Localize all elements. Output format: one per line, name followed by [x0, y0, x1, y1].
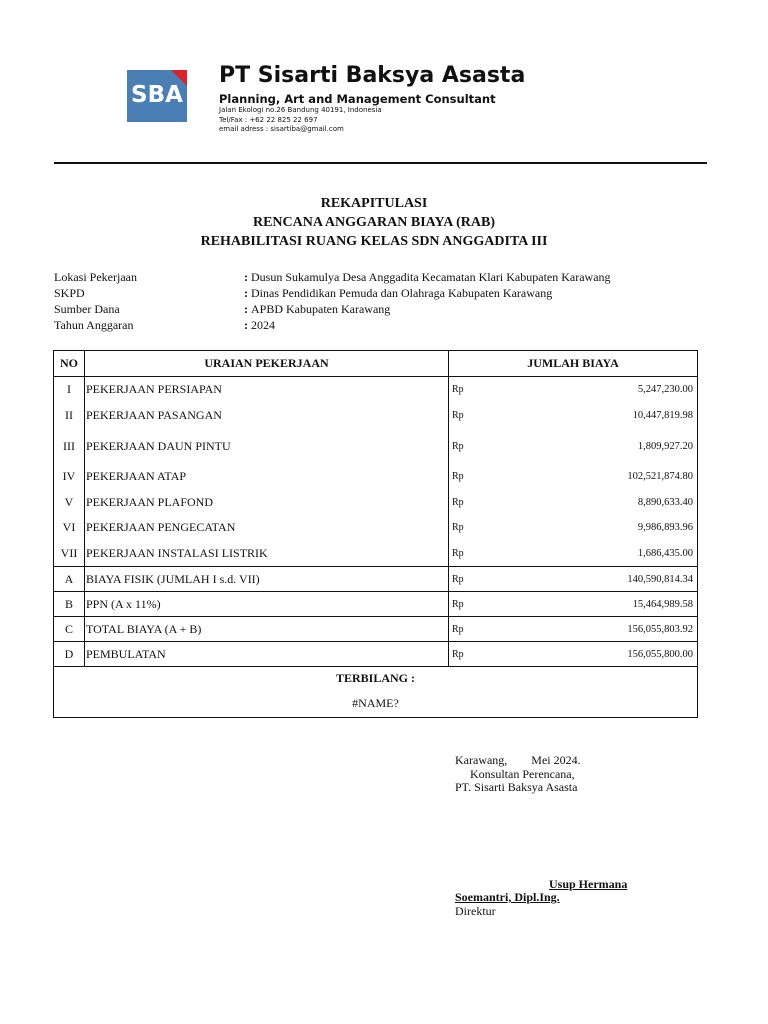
doc-title-1: REKAPITULASI [320, 196, 428, 211]
sign-company: PT. Sisarti Baksya Asasta [455, 780, 578, 794]
terbilang-label: TERBILANG : [335, 671, 415, 685]
doc-title-2: RENCANA ANGGARAN BIAYA (RAB) [252, 215, 496, 230]
row-currency: Rp [449, 567, 483, 592]
table-row [54, 541, 698, 567]
row-uraian: PEKERJAAN INSTALASI LISTRIK [85, 541, 449, 567]
terbilang-row [54, 667, 698, 718]
info-label-skpd: SKPD [54, 286, 85, 300]
table-row [54, 464, 698, 490]
sign-place-date: Karawang, Mei 2024. [455, 753, 581, 767]
summary-row [54, 592, 698, 617]
company-logo [127, 70, 187, 122]
table-row [54, 429, 698, 464]
table-row [54, 515, 698, 541]
row-uraian: PPN (A x 11%) [85, 592, 449, 617]
row-currency: Rp [449, 642, 483, 667]
row-amount: 15,464,989.58 [482, 592, 698, 617]
row-amount: 1,809,927.20 [482, 429, 698, 464]
doc-title-3: REHABILITASI RUANG KELAS SDN ANGGADITA III [200, 234, 548, 249]
row-currency: Rp [452, 496, 464, 508]
terbilang-value: #NAME? [352, 696, 399, 710]
row-amount: 10,447,819.98 [482, 403, 698, 429]
row-amount: 140,590,814.34 [482, 567, 698, 592]
row-amount: 102,521,874.80 [482, 464, 698, 490]
company-email: email adress : sisartiba@gmail.com [219, 125, 344, 133]
row-no: V [54, 490, 85, 515]
row-uraian: PEKERJAAN PLAFOND [85, 490, 449, 515]
company-telfax: Tel/Fax : +62 22 825 22 697 [219, 116, 318, 124]
row-uraian: PEKERJAAN PERSIAPAN [85, 377, 449, 403]
row-amount: 156,055,800.00 [482, 642, 698, 667]
table-header-row [54, 351, 698, 377]
info-label-sumber-dana: Sumber Dana [54, 302, 120, 316]
sign-role: Konsultan Perencana, [470, 767, 575, 781]
row-no: VII [54, 541, 85, 567]
row-currency: Rp [452, 547, 464, 559]
row-uraian: BIAYA FISIK (JUMLAH I s.d. VII) [85, 567, 449, 592]
summary-row [54, 617, 698, 642]
logo-text: SBA [131, 82, 183, 108]
summary-row [54, 642, 698, 667]
header-jumlah: JUMLAH BIAYA [449, 351, 698, 377]
company-name: PT Sisarti Baksya Asasta [219, 63, 526, 88]
row-uraian: PEKERJAAN DAUN PINTU [85, 429, 449, 464]
header-no: NO [54, 351, 85, 377]
row-currency: Rp [452, 522, 464, 533]
info-value-sumber-dana: : APBD Kabupaten Karawang [244, 302, 391, 316]
header-uraian: URAIAN PEKERJAAN [85, 351, 449, 377]
row-amount: 8,890,633.40 [482, 490, 698, 515]
row-no: D [54, 642, 85, 667]
summary-row [54, 567, 698, 592]
row-no: B [54, 592, 85, 617]
table-row [54, 377, 698, 403]
row-amount: 156,055,803.92 [482, 617, 698, 642]
row-currency: Rp [452, 471, 464, 482]
row-amount: 1,686,435.00 [482, 541, 698, 567]
row-uraian: PEKERJAAN PASANGAN [85, 403, 449, 429]
info-value-tahun: : 2024 [244, 318, 275, 332]
rab-table [53, 350, 698, 718]
header-divider [54, 162, 707, 164]
row-currency: Rp [452, 440, 464, 452]
signatory-position: Direktur [455, 904, 496, 918]
row-amount: 9,986,893.96 [482, 515, 698, 541]
table-row [54, 403, 698, 429]
signatory-name-1: Usup Hermana [549, 877, 628, 891]
row-no: III [54, 429, 85, 464]
terbilang-cell [54, 667, 698, 718]
row-currency: Rp [452, 384, 464, 396]
row-uraian: PEKERJAAN PENGECATAN [85, 515, 449, 541]
info-label-tahun: Tahun Anggaran [54, 318, 134, 332]
info-value-lokasi: : Dusun Sukamulya Desa Anggadita Kecamatan Klari Kabupaten Karawang [244, 270, 611, 284]
row-no: II [54, 403, 85, 429]
table-row [54, 490, 698, 515]
row-currency: Rp [449, 592, 483, 617]
row-amount: 5,247,230.00 [482, 377, 698, 403]
row-currency: Rp [452, 410, 464, 421]
row-no: C [54, 617, 85, 642]
company-tagline: Planning, Art and Management Consultant [219, 92, 496, 106]
row-uraian: TOTAL BIAYA (A + B) [85, 617, 449, 642]
info-label-lokasi: Lokasi Pekerjaan [54, 270, 137, 284]
row-currency: Rp [449, 617, 483, 642]
row-uraian: PEMBULATAN [85, 642, 449, 667]
row-no: I [54, 377, 85, 403]
info-value-skpd: : Dinas Pendidikan Pemuda dan Olahraga Kabupaten Karawang [244, 286, 553, 300]
row-no: IV [54, 464, 85, 490]
row-no: VI [54, 515, 85, 541]
row-uraian: PEKERJAAN ATAP [85, 464, 449, 490]
signatory-name-2: Soemantri, Dipl.Ing. [455, 890, 560, 904]
company-address: Jalan Ekologi no.26 Bandung 40191, Indonesia [219, 106, 382, 114]
row-no: A [54, 567, 85, 592]
